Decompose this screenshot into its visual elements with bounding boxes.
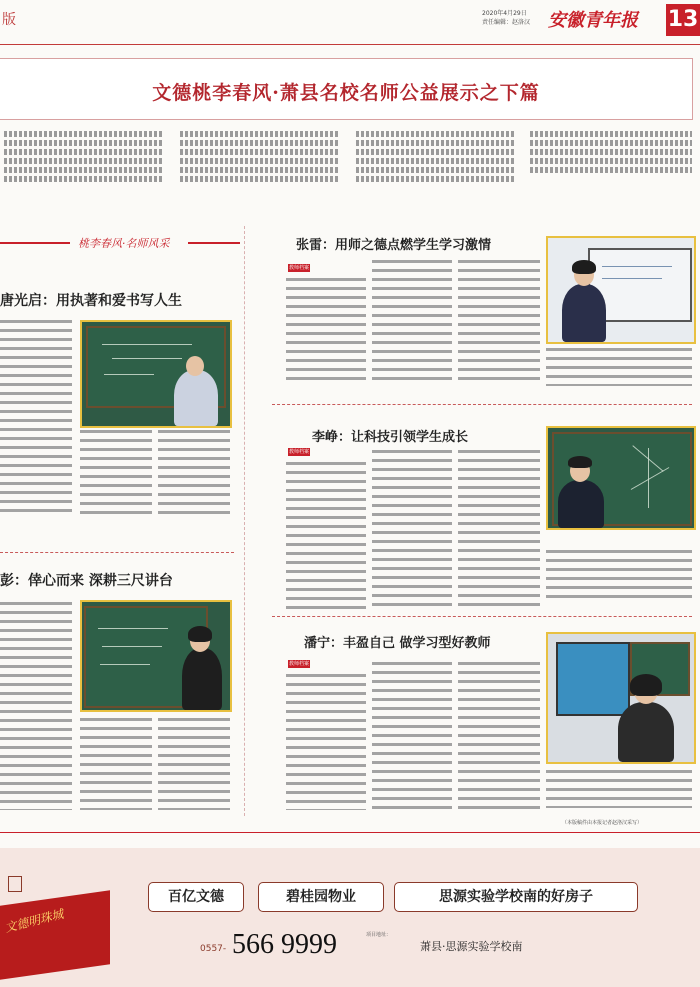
article-body-peng-1 (0, 600, 72, 810)
article-body-zhang-2 (372, 258, 452, 386)
article-body-zhang-3 (458, 258, 540, 386)
ad-brand-1: 百亿文德 (148, 882, 244, 912)
article-body-pan-2 (372, 660, 452, 810)
section-label: 版 (2, 12, 16, 28)
article-body-zhang-4 (546, 346, 692, 386)
article-title-zhang: 张雷：用师之德点燃学生学习激情 (296, 238, 492, 253)
article-body-li-3 (458, 448, 540, 610)
article-title-li: 李峥：让科技引领学生成长 (312, 430, 469, 445)
teacher-profile-tag: 教师档案 (288, 661, 309, 667)
page-number: 13 (666, 4, 700, 36)
intro-text-col-4 (530, 128, 692, 200)
ad-phone-number: 566 9999 (232, 929, 337, 960)
divider-right-2 (272, 616, 692, 617)
teacher-profile-tag: 教师档案 (288, 265, 309, 271)
ad-address-label: 项目地址： (366, 932, 392, 938)
article-title-peng: 彭：倖心而来 深耕三尺讲台 (0, 573, 173, 589)
article-body-pan-1 (286, 672, 366, 810)
ad-brand-2: 碧桂园物业 (258, 882, 384, 912)
logo-rule-right (188, 242, 240, 244)
bottom-rule (0, 832, 700, 833)
ad-phone-prefix: 0557- (200, 944, 227, 954)
article-body-li-2 (372, 448, 452, 610)
divider-left-1 (0, 552, 234, 553)
ad-brand-3: 思源实验学校南的好房子 (394, 882, 638, 912)
article-body-tang-3 (158, 428, 230, 518)
editor-text: 责任编辑：赵洛汉 (482, 19, 531, 26)
intro-text-col-1 (4, 128, 164, 200)
ad-address: 萧县·思源实验学校南 (420, 940, 523, 953)
ad-seal-icon (8, 876, 22, 892)
photo-zhang-classroom (546, 236, 696, 344)
photo-pan-classroom (546, 632, 696, 764)
issue-date (482, 9, 530, 27)
article-body-zhang-1 (286, 276, 366, 386)
article-body-tang-2 (80, 428, 152, 518)
ad-ribbon (0, 890, 110, 979)
article-body-li-4 (546, 548, 692, 598)
logo-rule-left (0, 242, 70, 244)
article-body-peng-3 (158, 716, 230, 810)
article-body-peng-2 (80, 716, 152, 810)
article-title-pan: 潘宁：丰盈自己 做学习型好教师 (304, 636, 491, 651)
page-title: 文德桃李春风·萧县名校名师公益展示之下篇 (152, 82, 540, 104)
article-title-tang: 唐光启：用执著和爱书写人生 (0, 293, 182, 309)
column-divider (244, 226, 245, 816)
intro-text-col-2 (180, 128, 340, 200)
teacher-profile-tag: 教师档案 (288, 449, 309, 455)
section-logo (0, 234, 240, 254)
article-body-tang-1 (0, 318, 72, 518)
photo-li-classroom (546, 426, 696, 530)
article-body-li-1 (286, 460, 366, 610)
divider-right-1 (272, 404, 692, 405)
photo-tang-classroom (80, 320, 232, 428)
display-screen (556, 642, 630, 716)
photo-peng-classroom (80, 600, 232, 712)
article-body-pan-3 (458, 660, 540, 810)
byline-note: （本版稿件由本报记者赵洛汉采写） (562, 820, 643, 826)
date-text: 2020年4月29日 (482, 10, 527, 17)
section-logo-text: 桃李春风·名师风采 (78, 237, 170, 250)
article-body-pan-4 (546, 768, 692, 808)
newspaper-masthead: 安徽青年报 (548, 10, 638, 31)
intro-text-col-3 (356, 128, 516, 200)
ad-ribbon-text: 文德明珠城 (3, 906, 65, 936)
